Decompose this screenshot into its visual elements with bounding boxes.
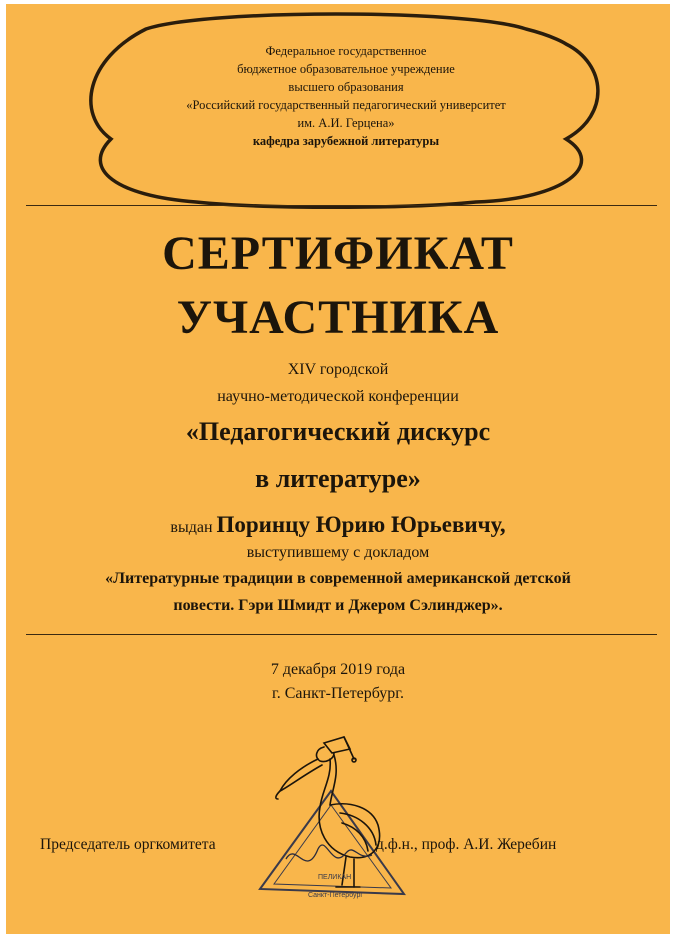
report-title-1: «Литературные традиции в современной американской детской bbox=[105, 570, 571, 587]
issuer-line-4: «Российский государственный педагогический университет bbox=[186, 98, 506, 112]
certificate-title: СЕРТИФИКАТ bbox=[162, 227, 514, 280]
issuer-block bbox=[126, 42, 566, 150]
issuer-line-5: им. А.И. Герцена» bbox=[297, 116, 395, 130]
recipient-role: выступившему с докладом bbox=[246, 544, 430, 561]
stamp-text-bottom: Санкт-Петербург bbox=[308, 892, 363, 899]
stamp bbox=[246, 729, 416, 904]
chairman-label: Председатель оргкомитета bbox=[40, 836, 216, 853]
signature-scribble bbox=[286, 845, 372, 861]
department-line: кафедра зарубежной литературы bbox=[252, 134, 440, 148]
pelican-icon bbox=[276, 737, 380, 887]
issued-label: выдан bbox=[170, 519, 213, 536]
issuer-line-2: бюджетное образовательное учреждение bbox=[237, 62, 455, 76]
conference-title-1: «Педагогический дискурс bbox=[185, 417, 491, 446]
event-city: г. Санкт-Петербург. bbox=[271, 685, 404, 702]
certificate bbox=[6, 4, 670, 934]
chairman-name: д.ф.н., проф. А.И. Жеребин bbox=[376, 836, 557, 853]
report-title-2: повести. Гэри Шмидт и Джером Сэлинджер». bbox=[173, 597, 503, 614]
conference-type: научно-методической конференции bbox=[217, 388, 459, 405]
recipient-row bbox=[6, 512, 670, 538]
top-divider bbox=[26, 205, 657, 206]
conference-title-2: в литературе» bbox=[255, 464, 421, 493]
issuer-line-3: высшего образования bbox=[288, 80, 404, 94]
conference-edition: XIV городской bbox=[287, 361, 389, 378]
certificate-subtitle: УЧАСТНИКА bbox=[176, 291, 500, 344]
stamp-text-top: ПЕЛИКАН bbox=[318, 874, 352, 881]
recipient-name: Поринцу Юрию Юрьевичу, bbox=[216, 512, 506, 537]
bottom-divider bbox=[26, 634, 657, 635]
issuer-line-1: Федеральное государственное bbox=[265, 44, 427, 58]
event-date: 7 декабря 2019 года bbox=[270, 661, 406, 678]
